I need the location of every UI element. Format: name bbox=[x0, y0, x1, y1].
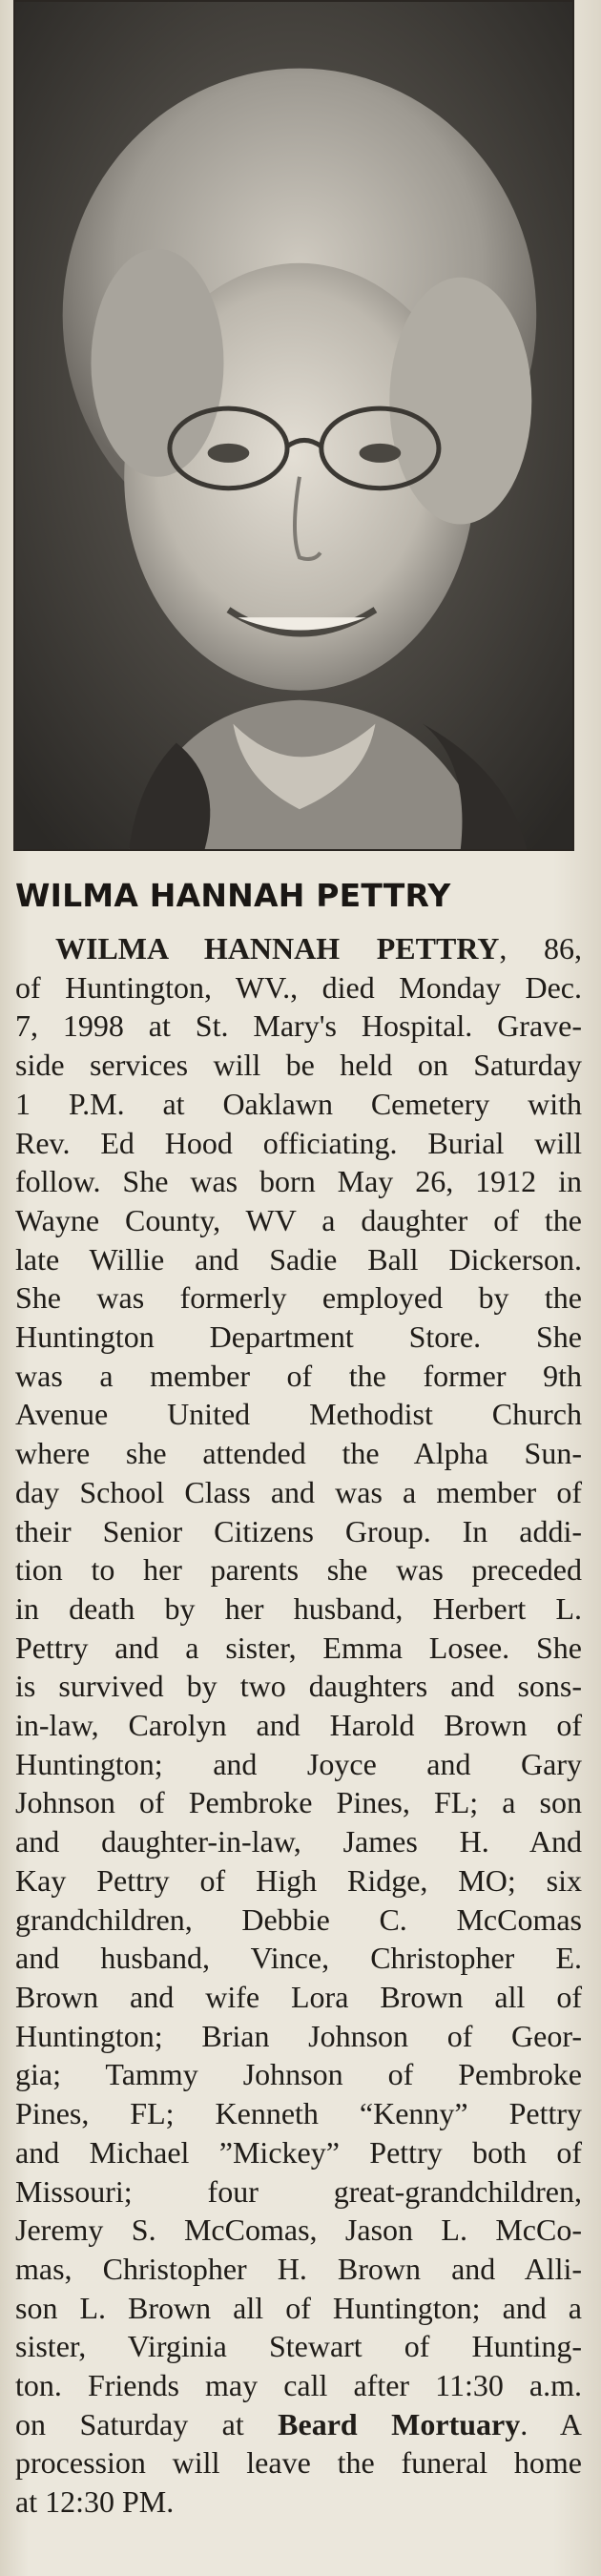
obituary-line: Rev. Ed Hood officiating. Burial will bbox=[15, 1125, 582, 1160]
obituary-line: Wayne County, WV a daughter of the bbox=[15, 1202, 582, 1237]
portrait-photo bbox=[13, 0, 574, 851]
obituary-line: their Senior Citizens Group. In addi- bbox=[15, 1513, 582, 1548]
obituary-line: 7, 1998 at St. Mary's Hospital. Grave- bbox=[15, 1008, 582, 1044]
obituary-line: grandchildren, Debbie C. McComas bbox=[15, 1901, 582, 1937]
obituary-line: and Michael ”Mickey” Pettry both of bbox=[15, 2134, 582, 2170]
obituary-line: is survived by two daughters and sons- bbox=[15, 1669, 582, 1704]
obituary-line: Kay Pettry of High Ridge, MO; six bbox=[15, 1862, 582, 1898]
obituary-line: and husband, Vince, Christopher E. bbox=[15, 1941, 582, 1976]
obituary-line: was a member of the former 9th bbox=[15, 1358, 582, 1393]
obituary-line: Johnson of Pembroke Pines, FL; a son bbox=[15, 1785, 582, 1820]
obituary-line: side services will be held on Saturday bbox=[15, 1048, 582, 1083]
obituary-line: Huntington Department Store. She bbox=[15, 1319, 582, 1355]
obituary-body bbox=[15, 929, 582, 2522]
obituary-line: in-law, Carolyn and Harold Brown of bbox=[15, 1708, 582, 1743]
obituary-line: tion to her parents she was preceded bbox=[15, 1552, 582, 1588]
obituary-line: 1 P.M. at Oaklawn Cemetery with bbox=[15, 1086, 582, 1121]
obituary-line: Avenue United Methodist Church bbox=[15, 1397, 582, 1432]
obituary-line: Jeremy S. McComas, Jason L. McCo- bbox=[15, 2212, 582, 2248]
obituary-line: day School Class and was a member of bbox=[15, 1474, 582, 1509]
obituary-line: and daughter-in-law, James H. And bbox=[15, 1824, 582, 1859]
obituary-line: Huntington; Brian Johnson of Geor- bbox=[15, 2018, 582, 2053]
obituary-line: gia; Tammy Johnson of Pembroke bbox=[15, 2057, 582, 2092]
obituary-line: Missouri; four great-grandchildren, bbox=[15, 2173, 582, 2209]
obituary-line: late Willie and Sadie Ball Dickerson. bbox=[15, 1241, 582, 1277]
obituary-headline: WILMA HANNAH PETTRY bbox=[15, 877, 451, 914]
obituary-line: where she attended the Alpha Sun- bbox=[15, 1436, 582, 1471]
obituary-line: Pettry and a sister, Emma Losee. She bbox=[15, 1630, 582, 1665]
obituary-first-line: WILMA HANNAH PETTRY, 86, bbox=[55, 931, 583, 966]
obituary-lead-name: WILMA HANNAH PETTRY bbox=[55, 931, 500, 966]
obituary-line: Brown and wife Lora Brown all of bbox=[15, 1979, 582, 2014]
obituary-line: in death by her husband, Herbert L. bbox=[15, 1590, 582, 1626]
portrait-image bbox=[15, 2, 572, 849]
funeral-home-name: Beard Mortuary bbox=[278, 2406, 521, 2441]
obituary-line: sister, Virginia Stewart of Hunting- bbox=[15, 2329, 582, 2364]
obituary-line: She was formerly employed by the bbox=[15, 1280, 582, 1316]
obituary-last-line: at 12:30 PM. bbox=[15, 2484, 175, 2520]
obituary-line: mas, Christopher H. Brown and Alli- bbox=[15, 2251, 582, 2286]
obituary-line: Huntington; and Joyce and Gary bbox=[15, 1746, 582, 1781]
obituary-line: son L. Brown all of Huntington; and a bbox=[15, 2290, 582, 2325]
obituary-line: ton. Friends may call after 11:30 a.m. bbox=[15, 2368, 582, 2403]
obituary-line: of Huntington, WV., died Monday Dec. bbox=[15, 969, 582, 1005]
obituary-line: procession will leave the funeral home bbox=[15, 2445, 582, 2481]
obituary-line: Pines, FL; Kenneth “Kenny” Pettry bbox=[15, 2096, 582, 2131]
obituary-closing-line: on Saturday at Beard Mortuary. A bbox=[15, 2406, 583, 2441]
obituary-line: follow. She was born May 26, 1912 in bbox=[15, 1164, 582, 1199]
